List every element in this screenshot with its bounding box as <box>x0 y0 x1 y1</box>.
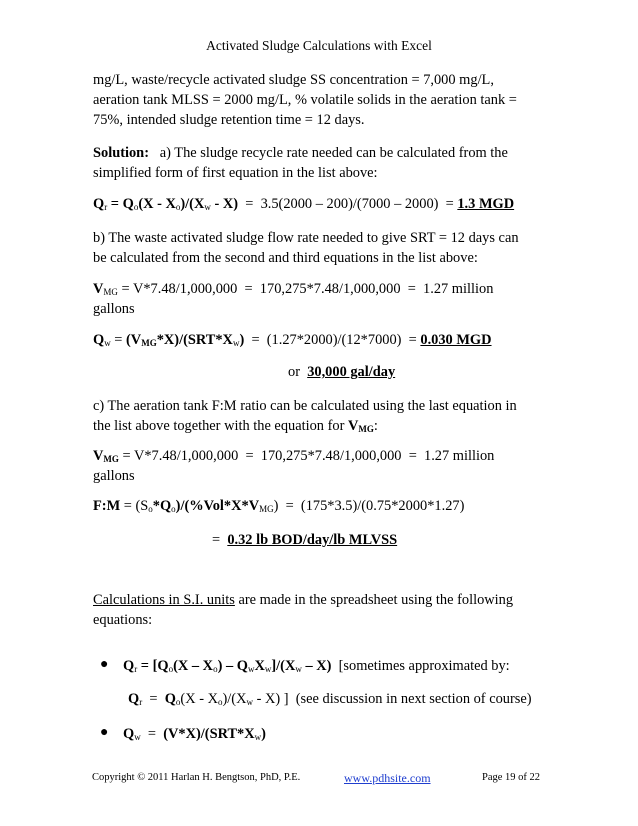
result-qr: 1.3 MGD <box>457 196 515 212</box>
bullet-icon: ● <box>100 657 109 672</box>
result-gal-day: 30,000 gal/day <box>307 364 396 380</box>
equation-bullet-1b: $Q_r = Q_o(X - X_o)/(X_w - X)$ ] (see discussion in next section of course) <box>128 691 532 707</box>
result-qw: 0.030 MGD <box>420 332 492 348</box>
bullet-icon: ● <box>100 725 109 740</box>
or-line: or 30,000 gal/day <box>288 364 396 380</box>
solution-text: a) The sludge recycle rate needed can be calculated from the <box>148 145 508 161</box>
part-b-paragraph: b) The waste activated sludge flow rate needed to give SRT = 12 days can be calculated from the second and third equations in the list above: <box>93 230 519 266</box>
footer-copyright: Copyright © 2011 Harlan H. Bengtson, PhD, P.E. <box>92 772 301 783</box>
footer-page-number: Page 19 of 22 <box>482 772 541 783</box>
page-header: Activated Sludge Calculations with Excel <box>206 38 432 53</box>
intro-line: 75%, intended sludge retention time = 12 days. <box>93 112 365 128</box>
intro-paragraph <box>93 70 548 130</box>
solution-label: Solution: <box>93 145 149 161</box>
intro-line: aeration tank MLSS = 2000 mg/L, % volatile solids in the aeration tank = <box>93 92 517 108</box>
part-c-paragraph: c) The aeration tank F:M ratio can be calculated using the last equation in the list above together with the equation for $V_{MG}$: <box>93 398 517 434</box>
si-paragraph: Calculations in S.I. units are made in the spreadsheet using the following equations: <box>93 592 514 628</box>
footer-website-link[interactable]: www.pdhsite.com <box>344 771 431 785</box>
result-fm: 0.32 lb BOD/day/lb MLVSS <box>227 532 398 548</box>
si-units-phrase: Calculations in S.I. units <box>93 592 235 608</box>
solution-paragraph <box>93 143 548 183</box>
equation-vmg-1: $V_{MG} = V*7.48/1,000,000 = 170,275*7.48/1,000,000 = 1.27$ million gallons <box>93 281 494 317</box>
equation-bullet-2: $Q_w = (V*X)/(SRT*X_w)$ <box>123 726 266 742</box>
intro-line: mg/L, waste/recycle activated sludge SS concentration = 7,000 mg/L, <box>93 72 494 88</box>
solution-text: simplified form of first equation in the list above: <box>93 165 378 181</box>
equation-fm: F:M = $(S_o*Q_o)/(\%Vol*X*V_{MG}) = (175*3.5)/(0.75*2000*1.27)$ <box>93 498 465 514</box>
equation-bullet-1: $Q_r = [Q_o(X - X_o) - Q_wX_w]/(X_w - X)$ [sometimes approximated by: <box>123 658 510 674</box>
equation-qr: $Q_r = Q_o(X - X_o)/(X_w - X) = 3.5(2000 - 200)/(7000 - 2000) = 1.3$ MGD <box>93 196 515 212</box>
equation-qw: $Q_w = (V_{MG}*X)/(SRT*X_w) = (1.27*2000)/(12*7000) = 0.030$ MGD <box>93 332 492 348</box>
fm-result-line: = 0.32 lb BOD/day/lb MLVSS <box>212 532 398 548</box>
equation-vmg-2: $V_{MG} = V*7.48/1,000,000 = 170,275*7.48/1,000,000 = 1.27$ million gallons <box>93 448 495 484</box>
